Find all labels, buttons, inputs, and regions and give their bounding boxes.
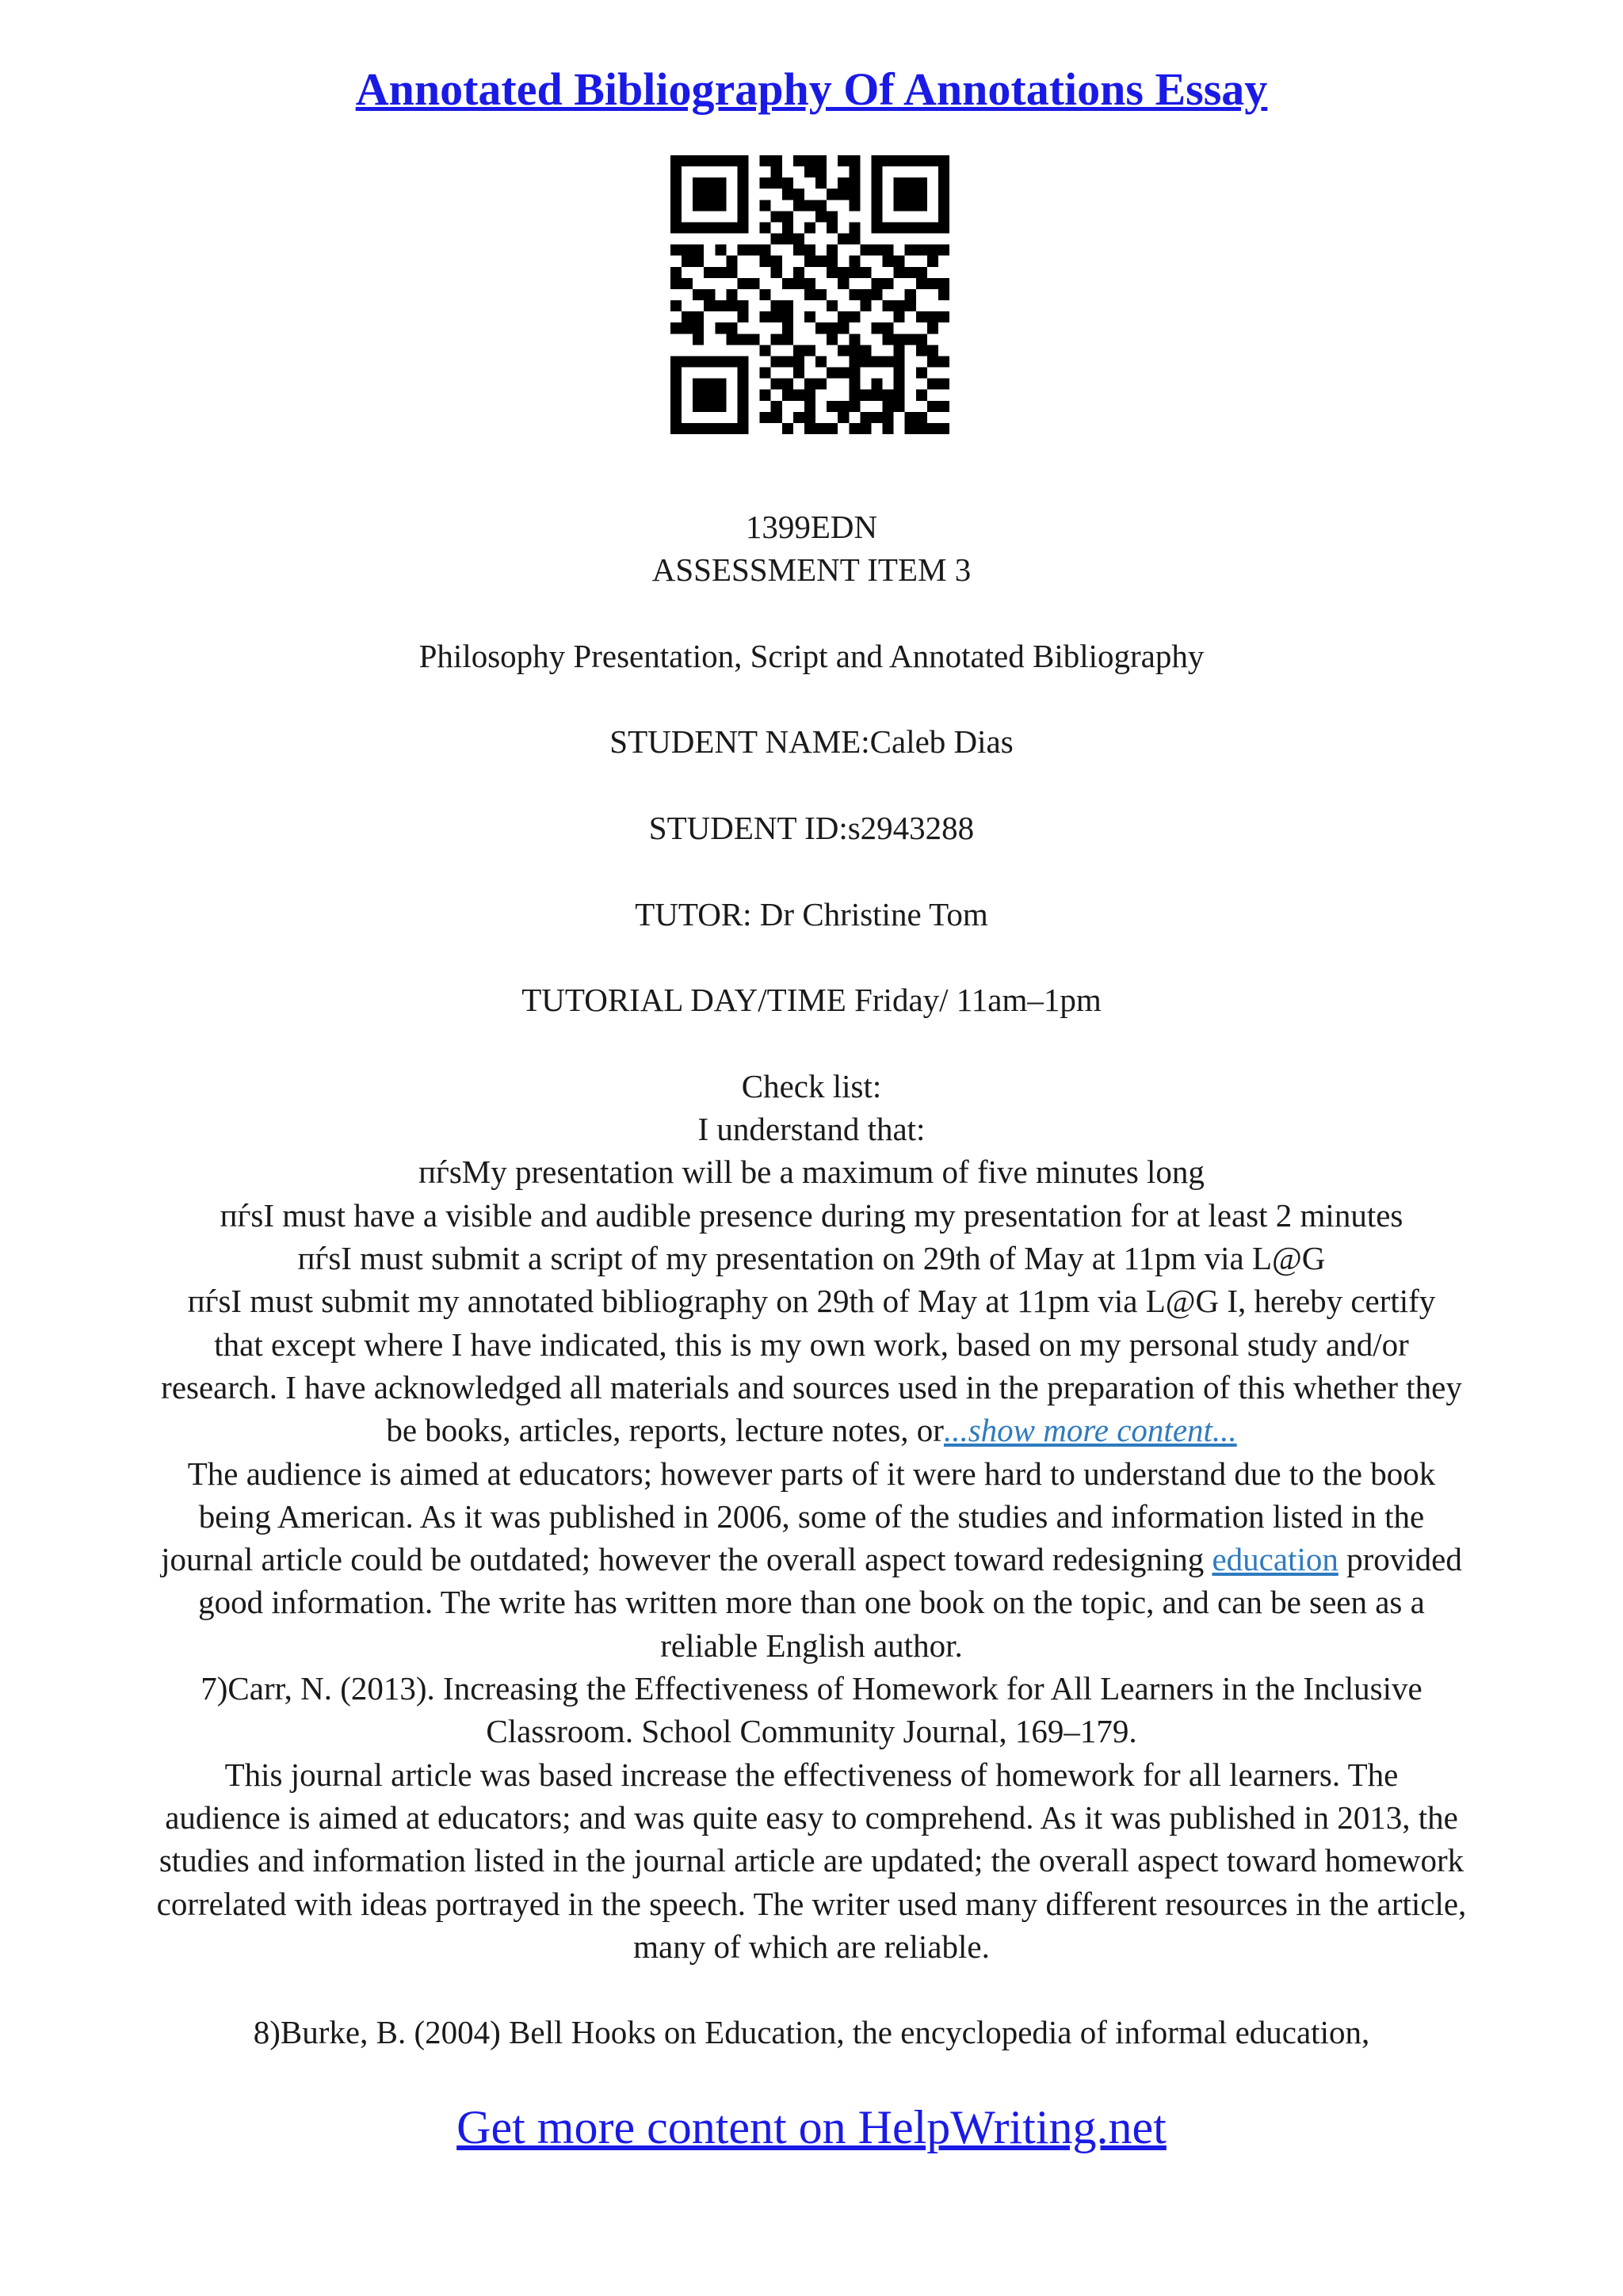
- reference-citation: 7)Carr, N. (2013). Increasing the Effectiveness of Homework for All Learners in the Inclusive: [200, 1670, 1423, 1707]
- certify-text: be books, articles, reports, lecture notes, or: [386, 1412, 944, 1449]
- certify-text-last: [48, 1409, 1575, 1451]
- checklist-item: пѓѕI must have a visible and audible presence during my presentation for at least 2 minutes: [220, 1196, 1403, 1234]
- annotation-text-with-link: [48, 1538, 1575, 1581]
- checklist-intro: I understand that:: [697, 1111, 926, 1148]
- annotation-text: provided: [1338, 1541, 1462, 1578]
- certify-text: research. I have acknowledged all materials and sources used in the preparation of this whether they: [161, 1368, 1462, 1405]
- education-link[interactable]: education: [1212, 1541, 1338, 1578]
- checklist-item: пѓѕI must submit my annotated bibliography on 29th of May at 11pm via L@G I, hereby certify: [187, 1283, 1436, 1320]
- tutor: TUTOR: Dr Christine Tom: [635, 895, 988, 933]
- course-code: 1399EDN: [745, 509, 878, 545]
- reference-citation: Classroom. School Community Journal, 169–179.: [486, 1713, 1137, 1750]
- reference-citation: 8)Burke, B. (2004) Bell Hooks on Education, the encyclopedia of informal education,: [253, 2014, 1370, 2051]
- annotation-text: many of which are reliable.: [633, 1928, 990, 1965]
- annotation-text: being American. As it was published in 2006, some of the studies and information listed in the: [198, 1497, 1425, 1535]
- checklist-item: пѓѕI must submit a script of my presentation on 29th of May at 11pm via L@G: [297, 1240, 1326, 1277]
- annotation-text: The audience is aimed at educators; however parts of it were hard to understand due to the book: [187, 1455, 1436, 1492]
- essay-title-link[interactable]: Annotated Bibliography Of Annotations Essay: [355, 63, 1268, 115]
- show-more-link[interactable]: ...show more content...: [943, 1412, 1237, 1449]
- annotation-text: good information. The write has written more than one book on the topic, and can be seen as a: [198, 1584, 1425, 1621]
- student-id: STUDENT ID:s2943288: [648, 810, 975, 847]
- annotation-text: audience is aimed at educators; and was quite easy to comprehend. As it was published in 2013, the: [165, 1798, 1458, 1836]
- get-more-content-link[interactable]: Get more content on HelpWriting.net: [456, 2101, 1167, 2153]
- document-body: [48, 505, 1575, 2054]
- assessment-item: ASSESSMENT ITEM 3: [651, 551, 972, 589]
- annotation-text: studies and information listed in the journal article are updated; the overall aspect toward homework: [158, 1842, 1465, 1879]
- tutorial-day-time: TUTORIAL DAY/TIME Friday/ 11am–1pm: [521, 982, 1102, 1019]
- checklist-heading: Check list:: [741, 1067, 882, 1104]
- checklist-item: пѓѕMy presentation will be a maximum of five minutes long: [418, 1154, 1205, 1191]
- student-name: STUDENT NAME:Caleb Dias: [609, 723, 1014, 761]
- qr-code: [670, 155, 949, 434]
- annotation-text: journal article could be outdated; however the overall aspect toward redesigning: [161, 1541, 1212, 1578]
- document-subtitle: Philosophy Presentation, Script and Annotated Bibliography: [418, 637, 1205, 674]
- annotation-text: reliable English author.: [660, 1627, 963, 1664]
- annotation-text: correlated with ideas portrayed in the speech. The writer used many different resources in the article,: [156, 1885, 1467, 1922]
- annotation-text: This journal article was based increase the effectiveness of homework for all learners. The: [224, 1756, 1399, 1793]
- certify-text: that except where I have indicated, this is my own work, based on my personal study and/or: [214, 1325, 1409, 1363]
